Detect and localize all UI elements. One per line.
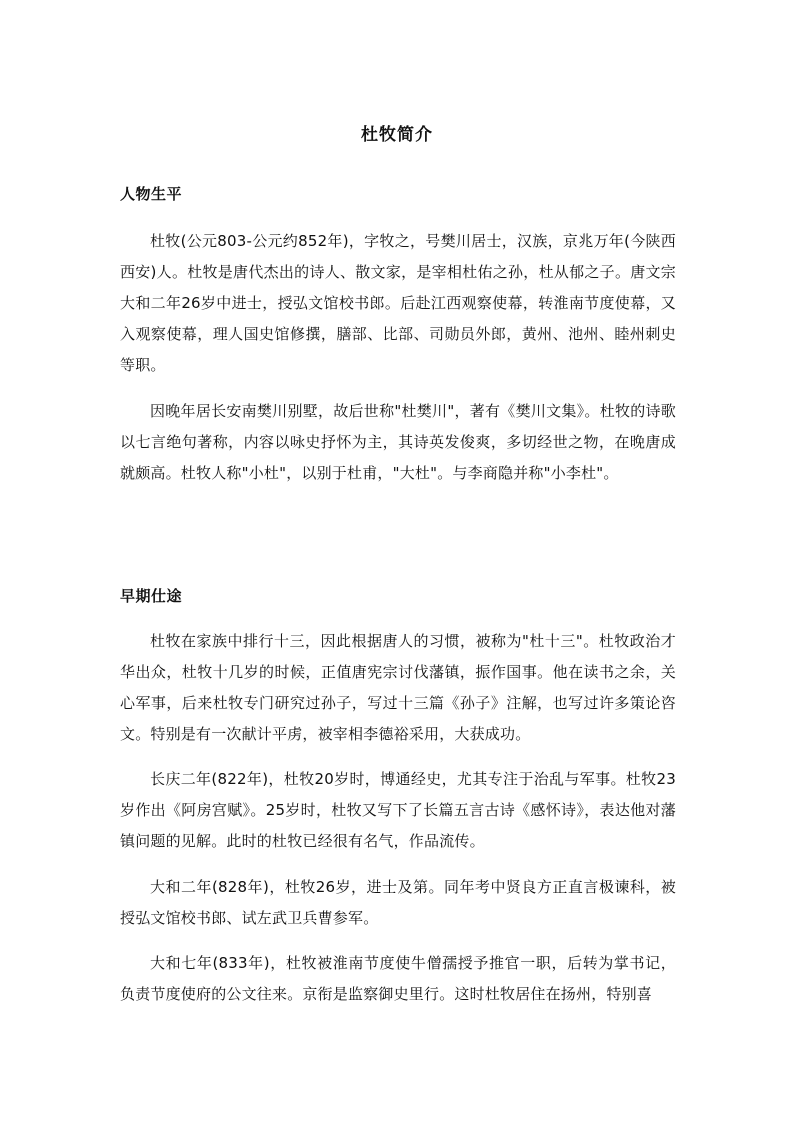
paragraph-career-2: 长庆二年(822年)，杜牧20岁时，博通经史，尤其专注于治乱与军事。杜牧23岁作出《阿房宫赋》。25岁时，杜牧又写下了长篇五言古诗《感怀诗》，表达他对藩镇问题的见解。此时的杜牧已经很有名气，作品流传。 [120,770,676,850]
paragraph-career-3: 大和二年(828年)，杜牧26岁，进士及第。同年考中贤良方正直言极谏科，被授弘文馆校书郎、试左武卫兵曹参军。 [120,878,676,927]
paragraph-career-4: 大和七年(833年)，杜牧被淮南节度使牛僧孺授予推官一职，后转为掌书记，负责节度使府的公文往来。京衔是监察御史里行。这时杜牧居住在扬州，特别喜 [120,954,676,1003]
paragraph-career-1: 杜牧在家族中排行十三，因此根据唐人的习惯，被称为"杜十三"。杜牧政治才华出众，杜牧十几岁的时候，正值唐宪宗讨伐藩镇，振作国事。他在读书之余，关心军事，后来杜牧专门研究过孙子，写过十三篇《孙子》注解，也写过许多策论咨文。特别是有一次献计平虏，被宰相李德裕采用，大获成功。 [120,632,676,743]
paragraph-life-1: 杜牧(公元803-公元约852年)，字牧之，号樊川居士，汉族，京兆万年(今陕西西安)人。杜牧是唐代杰出的诗人、散文家，是宰相杜佑之孙，杜从郁之子。唐文宗大和二年26岁中进士，授弘文馆校书郎。后赴江西观察使幕，转淮南节度使幕，又入观察使幕，理人国史馆修撰，膳部、比部、司勋员外郎，黄州、池州、睦州刺史等职。 [120,232,676,374]
page-title: 杜牧简介 [361,125,433,145]
paragraph-life-2: 因晚年居长安南樊川别墅，故后世称"杜樊川"，著有《樊川文集》。杜牧的诗歌以七言绝句著称，内容以咏史抒怀为主，其诗英发俊爽，多切经世之物，在晚唐成就颇高。杜牧人称"小杜"，以别于杜甫，"大杜"。与李商隐并称"小李杜"。 [120,402,676,482]
section-heading-early-career: 早期仕途 [120,587,183,605]
section-heading-life: 人物生平 [120,185,183,203]
